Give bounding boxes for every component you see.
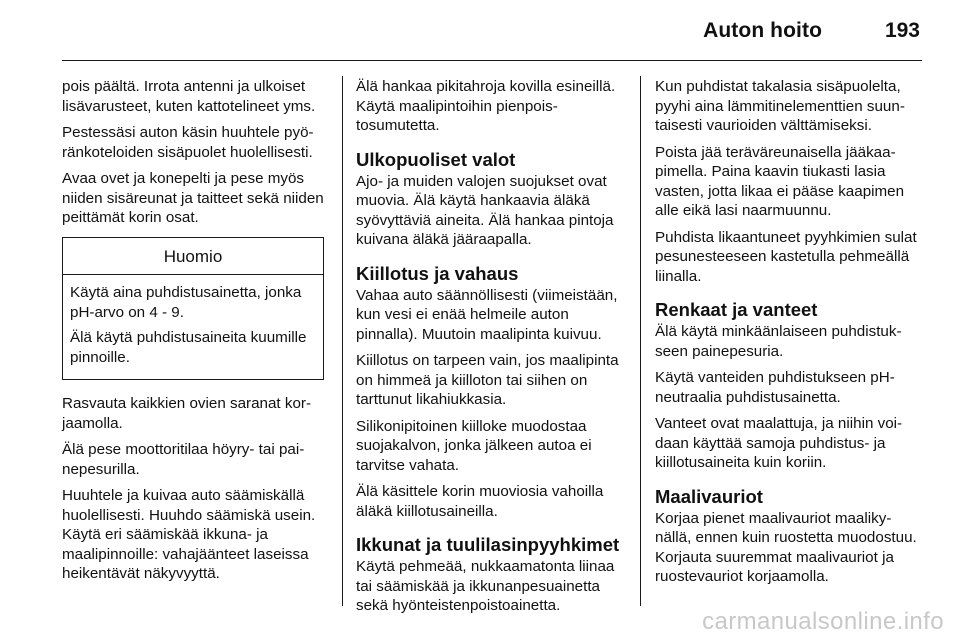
paragraph: Ajo- ja muiden valojen suojukset ovat muovia. Älä käytä hankaavia äläkä syövyttäviä aineita. Älä hankaa pintoja kuivana äläkä jääraapalla. — [356, 172, 614, 248]
section-heading: Ulkopuoliset valot — [356, 148, 516, 170]
section-title: Auton hoito — [703, 19, 822, 42]
column-3 — [655, 77, 919, 594]
paragraph: Puhdista likaantuneet pyyhkimien sulat pesunesteeseen kastetulla pehmeällä liinalla. — [655, 228, 917, 285]
section-heading: Ikkunat ja tuulilasinpyyhkimet — [356, 534, 620, 555]
notice-body — [63, 275, 323, 379]
section-heading: Maalivauriot — [655, 485, 763, 507]
paragraph: pois päältä. Irrota antenni ja ulkoiset lisävarusteet, kuten kattotelineet yms. — [62, 78, 316, 115]
column-2 — [356, 77, 620, 623]
section-heading: Renkaat ja vanteet — [655, 299, 818, 320]
paragraph: Älä käytä minkäänlaiseen puhdistukseen painepesuria. — [655, 323, 902, 360]
column-1 — [62, 77, 326, 591]
notice-text: Älä käytä puhdistusaineita kuumille pinnoille. — [70, 329, 307, 366]
paragraph: Korjaa pienet maalivauriot maalikynällä, ennen kuin ruostetta muodostuu. Korjauta suuremmat maalivauriot ja ruostevauriot korjaamolla. — [655, 509, 917, 585]
paragraph: Käytä pehmeää, nukkaamatonta liinaa tai säämiskää ja ikkunanpesuainetta sekä hyönteistenpoistoainetta. — [356, 558, 615, 614]
notice-title: Huomio — [63, 238, 323, 276]
paragraph: Kun puhdistat takalasia sisäpuolelta, pyyhi aina lämmitinelementtien suuntaisesti vaurioiden välttämiseksi. — [655, 78, 905, 134]
paragraph: Älä pese moottoritilaa höyry- tai painepesurilla. — [62, 441, 305, 478]
notice-box — [62, 237, 324, 381]
paragraph: Älä hankaa pikitahroja kovilla esineillä. Käytä maalipintoihin pienpoistosumutetta. — [356, 78, 616, 134]
paragraph: Silikonipitoinen kiilloke muodostaa suojakalvon, jonka jälkeen autoa ei tarvitse vahata. — [356, 417, 592, 474]
paragraph: Rasvauta kaikkien ovien saranat korjaamolla. — [62, 395, 312, 432]
paragraph: Vahaa auto säännöllisesti (viimeistään, kun vesi ei enää helmeile auton pinnalla). Muutoin maalipinta kuivuu. — [356, 286, 618, 343]
paragraph: Käytä vanteiden puhdistukseen pH-neutraalia puhdistusainetta. — [655, 369, 895, 406]
section-heading: Kiillotus ja vahaus — [356, 262, 519, 284]
paragraph: Vanteet ovat maalattuja, ja niihin voidaan käyttää samoja puhdistus- ja kiillotusaineita kuin koriin. — [655, 415, 903, 471]
page-header — [62, 0, 922, 61]
watermark: carmanualsonline.info — [702, 608, 944, 635]
paragraph: Pestessäsi auton käsin huuhtele pyöränkoteloiden sisäpuolet huolellisesti. — [62, 124, 314, 161]
page-number: 193 — [884, 19, 920, 42]
paragraph: Huuhtele ja kuivaa auto säämiskällä huolellisesti. Huuhdo säämiskä usein. Käytä eri säämiskää ikkuna- ja maalipinnoille: vahajäänteet laseissa heikentävät näkyvyyttä. — [62, 487, 316, 582]
paragraph: Poista jää teräväreunaisella jääkaapimella. Paina kaavin tiukasti lasia vasten, jotta likaa ei pääse kaapimen alle eikä lasi naarmuunnu. — [655, 143, 905, 219]
column-divider — [342, 76, 343, 606]
paragraph: Älä käsittele korin muoviosia vahoilla äläkä kiillotusaineilla. — [356, 483, 604, 520]
notice-text: Käytä aina puhdistusainetta, jonka pH-arvo on 4 - 9. — [70, 284, 302, 321]
paragraph: Kiillotus on tarpeen vain, jos maalipinta on himmeä ja kiilloton tai siihen on tarttunut likahiukkasia. — [356, 352, 619, 408]
column-divider — [640, 76, 641, 606]
paragraph: Avaa ovet ja konepelti ja pese myös niiden sisäreunat ja taitteet sekä niiden peittämät korin osat. — [62, 170, 324, 226]
